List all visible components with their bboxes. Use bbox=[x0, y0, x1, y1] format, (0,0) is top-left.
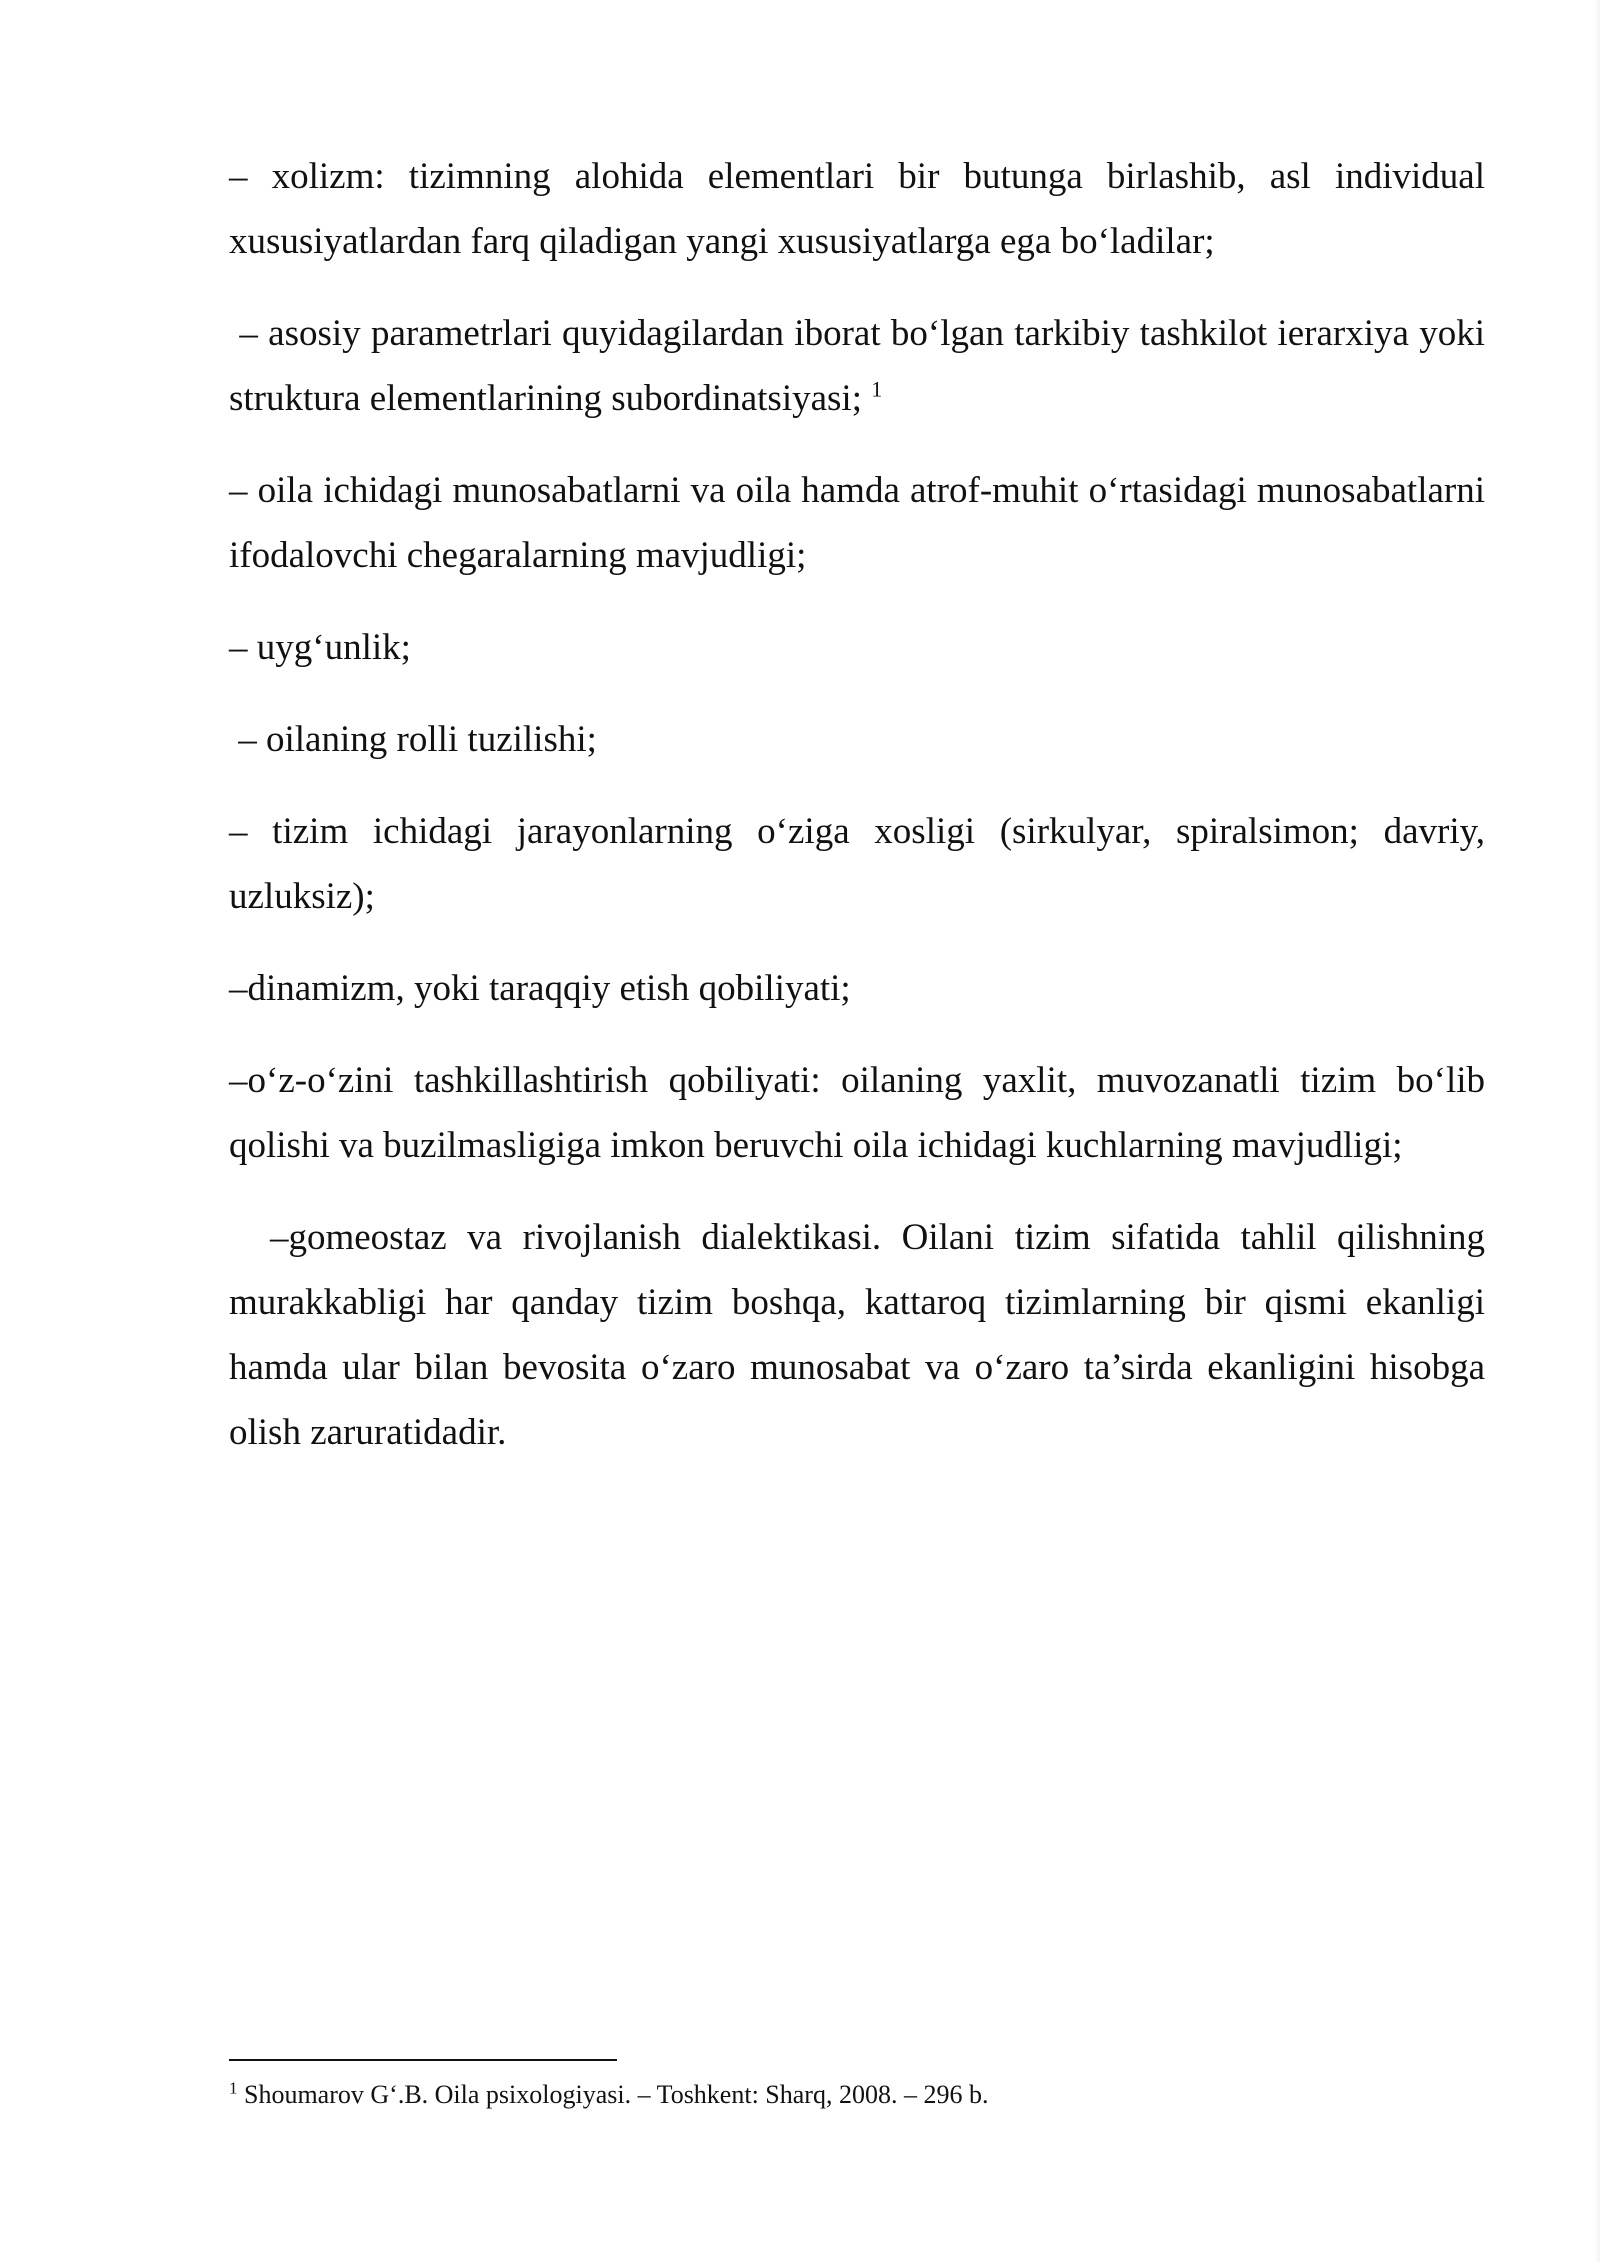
footnote-reference[interactable]: 1 bbox=[871, 376, 883, 402]
footnote-text: Shoumarov G‘.B. Oila psixologiyasi. – Toshkent: Sharq, 2008. – 296 b. bbox=[237, 2080, 989, 2109]
paragraph-text: – xolizm: tizimning alohida elementlari bir butunga birlashib, asl individual xususiyatlardan farq qiladigan yangi xususiyatlarga ega bo‘ladilar; bbox=[229, 156, 1485, 262]
paragraph-text: –dinamizm, yoki taraqqiy etish qobiliyati; bbox=[229, 968, 851, 1009]
paragraph-text: –gomeostaz va rivojlanish dialektikasi. Oilani tizim sifatida tahlil qilishning murakkabligi har qanday tizim boshqa, kattaroq tizimlarning bir qismi ekanligi hamda ular bilan bevosita o‘zaro munosabat va o‘zaro ta’sirda ekanligini hisobga olish zaruratidadir. bbox=[229, 1217, 1486, 1453]
paragraph-dynamism bbox=[229, 956, 1485, 1021]
paragraph-text: – tizim ichidagi jarayonlarning o‘ziga xosligi (sirkulyar, spiralsimon; davriy, uzluksiz); bbox=[229, 811, 1485, 917]
paragraph-boundaries bbox=[229, 458, 1485, 588]
footnote-separator bbox=[229, 2059, 617, 2061]
paragraph-homeostasis bbox=[229, 1205, 1485, 1465]
paragraph-indent bbox=[229, 313, 239, 354]
footnote-number: 1 bbox=[229, 2078, 238, 2098]
paragraph-text: – oila ichidagi munosabatlarni va oila hamda atrof-muhit o‘rtasidagi munosabatlarni ifodalovchi chegaralarning mavjudligi; bbox=[229, 470, 1485, 576]
body-text bbox=[229, 144, 1485, 1465]
page-edge-shadow bbox=[1594, 0, 1600, 2262]
paragraph-text: – asosiy parametrlari quyidagilardan iborat bo‘lgan tarkibiy tashkilot ierarxiya yoki struktura elementlarining subordinatsiyasi; bbox=[229, 313, 1485, 419]
paragraph-holism bbox=[229, 144, 1485, 274]
paragraph-role-structure bbox=[229, 707, 1485, 772]
paragraph-text: – uyg‘unlik; bbox=[229, 627, 411, 668]
paragraph-self-organization bbox=[229, 1048, 1485, 1178]
paragraph-text: –o‘z-o‘zini tashkillashtirish qobiliyati: oilaning yaxlit, muvozanatli tizim bo‘lib qolishi va buzilmasligiga imkon beruvchi oila ichidagi kuchlarning mavjudligi; bbox=[229, 1060, 1485, 1166]
paragraph-hierarchy bbox=[229, 301, 1485, 431]
paragraph-text: – oilaning rolli tuzilishi; bbox=[238, 719, 597, 760]
paragraph-processes bbox=[229, 799, 1485, 929]
footnote bbox=[229, 2078, 1485, 2112]
paragraph-indent bbox=[229, 719, 238, 760]
paragraph-harmony bbox=[229, 615, 1485, 680]
paragraph-indent bbox=[229, 1217, 270, 1258]
